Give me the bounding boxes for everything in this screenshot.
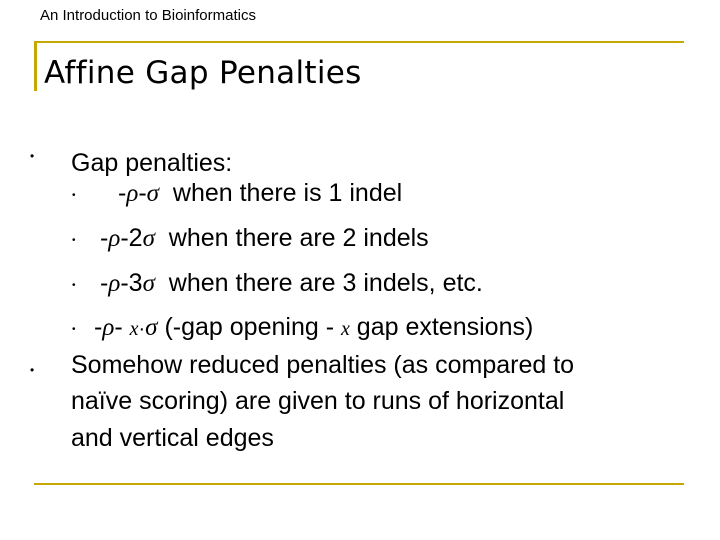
item-text: when there are 3 indels, etc. <box>154 269 483 297</box>
minus-sign: - <box>100 269 109 297</box>
multiplier: -2 <box>120 224 143 252</box>
title-accent-bar <box>34 41 37 91</box>
x-variable: x <box>340 318 350 340</box>
title-divider <box>34 41 684 43</box>
bullet-marker: • <box>30 363 35 377</box>
sub-bullet-marker: • <box>72 280 76 291</box>
sub-bullet-marker: • <box>72 190 76 201</box>
multiplier: -3 <box>120 269 143 297</box>
minus-sign: - <box>100 224 109 252</box>
item-text: when there is 1 indel <box>159 179 403 207</box>
slide-title: Affine Gap Penalties <box>44 55 362 91</box>
item-text: when there are 2 indels <box>154 224 429 252</box>
sigma-symbol: σ <box>145 314 158 341</box>
sigma-symbol: σ <box>142 270 155 297</box>
sigma-symbol: σ <box>146 180 159 207</box>
rho-symbol: ρ <box>102 314 115 341</box>
gap-item-x-extensions <box>94 312 533 344</box>
course-header: An Introduction to Bioinformatics <box>40 7 256 24</box>
footer-divider <box>34 483 684 485</box>
item-text: gap extensions) <box>349 313 534 341</box>
sub-bullet-marker: • <box>72 235 76 246</box>
bullet-gap-penalties: Gap penalties: <box>71 149 233 177</box>
bullet-marker: • <box>30 149 35 163</box>
rho-symbol: ρ <box>126 180 139 207</box>
gap-item-1-indel <box>118 178 402 209</box>
gap-item-2-indels <box>100 223 429 254</box>
sigma-symbol: σ <box>142 225 155 252</box>
minus-sign: - <box>114 313 130 341</box>
minus-sign: - <box>138 179 147 207</box>
item-text: (-gap opening - <box>157 313 341 341</box>
x-variable: x <box>129 318 139 340</box>
sub-bullet-marker: • <box>72 324 76 335</box>
rho-symbol: ρ <box>108 270 121 297</box>
bullet-reduced-penalties-line-3: and vertical edges <box>71 424 274 452</box>
bullet-reduced-penalties-line-1: Somehow reduced penalties (as compared to <box>71 351 575 379</box>
minus-sign: - <box>94 313 103 341</box>
rho-symbol: ρ <box>108 225 121 252</box>
multiply-dot: · <box>138 318 146 340</box>
gap-item-3-indels <box>100 268 483 299</box>
minus-sign: - <box>118 179 127 207</box>
bullet-reduced-penalties-line-2: naïve scoring) are given to runs of horizontal <box>71 387 565 415</box>
